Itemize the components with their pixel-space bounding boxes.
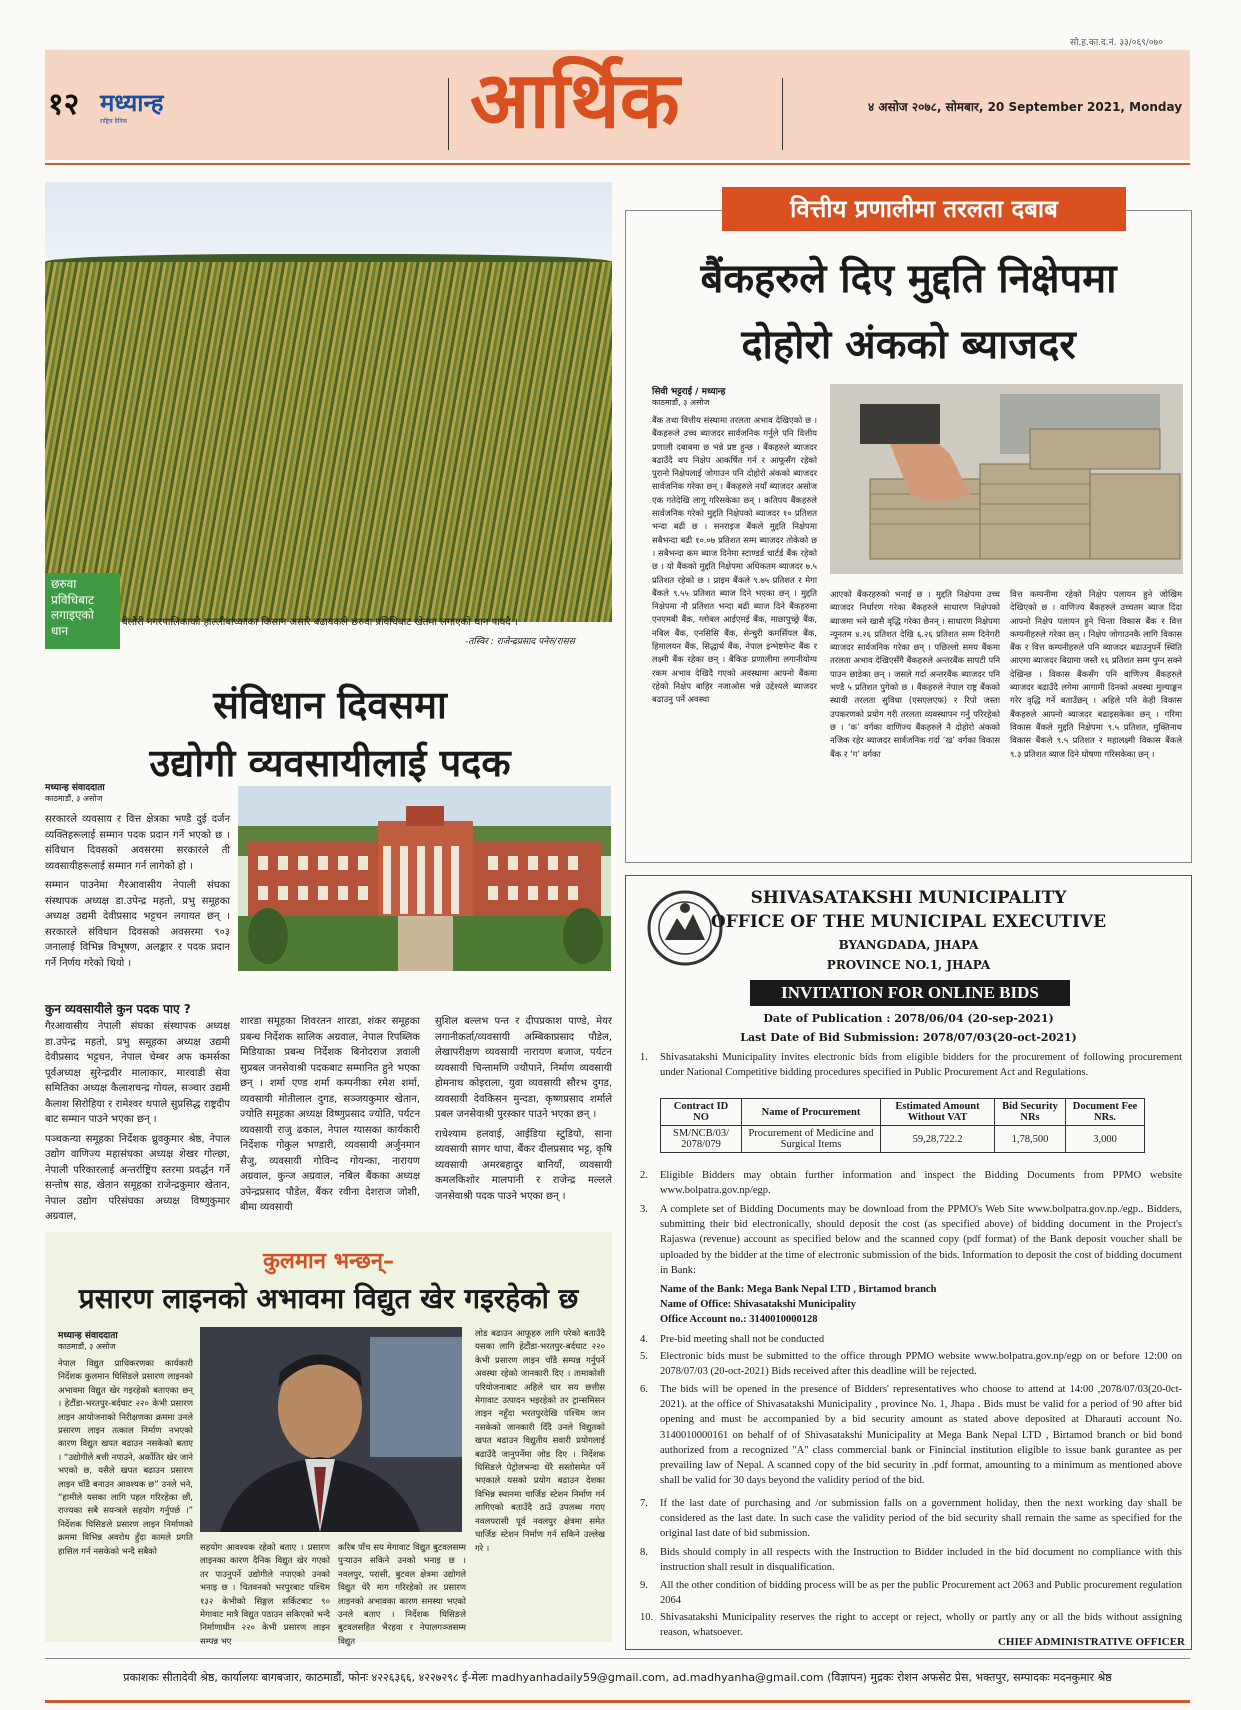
story-headline: प्रसारण लाइनको अभावमा विद्युत खेर गइरहेको छ <box>78 1282 579 1315</box>
table-header: Bid Security NRs <box>995 1099 1066 1126</box>
paragraph: राधेश्याम हलवाई, आईडिया स्टुडियो, साना व्यवसायी सागर थापा, बैंकर दीलप्रसाद भट्ट, कृषि व्यवसायी अमरबहादुर बानियाँ, व्यवसायी कमलकिशोर मालपानी र राजेन्द्र मल्लले जनसेवाश्री पदक पाउने भएका छन् । <box>435 1128 612 1202</box>
table-header: Document Fee NRs. <box>1066 1099 1145 1126</box>
item-text: Bids should comply in all respects with the Instruction to Bidder included in the bid document no compliance with this instruction shall result in disqualification. <box>660 1547 1182 1574</box>
headline-line: उद्योगी व्यवसायीलाई पदक <box>149 741 511 785</box>
item-number: 1. <box>640 1052 648 1063</box>
banknotes-illustration <box>830 384 1183 574</box>
masthead-divider <box>782 78 783 150</box>
item-number: 8. <box>640 1547 648 1558</box>
dateline: काठमाडौं, ३ असोज <box>652 398 710 407</box>
office-account: Office Account no.: 3140010000128 <box>660 1314 818 1326</box>
paragraph: आएको बैंकरहरुको भनाई छ । मुद्दति निक्षेपमा उच्च ब्याजदर निर्धारण गरेका बैंकहरुले साधारण निक्षेपको ब्याजमा भने खासै वृद्धि गरेका छैनन् । साधारण निक्षेपमा न्यूनतम ४.२६ प्रतिशत देखि ६.२६ प्रतिशत सम्म दिनेगरी ब्याजदर सार्वजनिक गरेका छन् । पछिल्लो समय बैंकमा तरलता अभाव देखिएसँगै बैंकहरुले अन्तरबैंक सापटी पनि पाउन छाडेका छन् । जसले गर्दा अन्तरबैंक ब्याजदर पनि भण्डै ५ प्रतिशत पुगेको छ । बैंकहरुले नेपाल राष्ट्र बैंकको स्थायी तरलता सुविधा (एसएलएफ) र रिपो जस्ता उपकरणको प्रयोग गरी तरलता व्यवस्थापन गर्नु परिरहेको छ । ‘क’ वर्गका वाणिज्य बैंकहरुले नै दोहोरो अंकको नजिक रहेर ब्याजदर सार्वजनिक गर्दा ‘ख’ वर्गका विकास बैंक र ‘ग’ वर्गका <box>830 589 1000 759</box>
paragraph: वित्त कम्पनीमा रहेको निक्षेप पलायन हुने जोखिम देखिएको छ । वाणिज्य बैंकहरुले उच्चतम ब्याज दिंदा आफ्नो निक्षेप पलायन हुने चिन्ता विकास बैंक र वित्त कम्पनीहरुले गरेका छन् । निक्षेप जोगाउनकै लागि विकास बैंक र वित्त कम्पनीहरुले पनि ब्याजदर बढाउनुपर्ने स्थिति आएमा ब्याजदर बिग्रामा जस्तै १६ प्रतिशत सम्म पुग्न सक्ने देखिन्छ । विकास बैंकसँग पनि वाणिज्य बैंकहरुले ब्याजदर बढाउँदै लगेमा आगामी दिनको अवस्था मुल्याङ्कन गरेर वृद्धि गर्ने बताउँछन् । अहिले पनि केही विकास बैंकहरुले आफ्नो ब्याजदर बढाइसकेका छन् । गरिमा विकास बैंकले मुद्दति निक्षेपमा ९.५ प्रतिशत, मुक्तिनाथ विकास बैंकले ९.५ प्रतिशत र महालक्ष्मी विकास बैंकले ९.३ प्रतिशत ब्याज दिने घोषणा गरिसकेका छन् । <box>1010 589 1182 759</box>
bids-table <box>660 1098 1145 1153</box>
notice-item <box>640 1332 1185 1347</box>
address-line: BYANGDADA, JHAPA <box>838 938 979 952</box>
article-column <box>45 780 230 971</box>
photo-rice-plants <box>45 262 612 622</box>
table-cell: 1,78,500 <box>995 1126 1066 1153</box>
signoff: CHIEF ADMINISTRATIVE OFFICER <box>997 1636 1185 1648</box>
notice-item <box>640 1578 1185 1608</box>
bottom-rule <box>45 1700 1190 1703</box>
office-name-line: Name of Office: Shivasatakshi Municipality <box>660 1299 856 1311</box>
table-header: Name of Procurement <box>742 1099 881 1126</box>
paragraph: नेपाल विद्युत प्राधिकरणका कार्यकारी निर्देशक कुलमान घिसिङले प्रसारण लाइनको अभावमा विद्युत खेर गइरहेको बताएका छन् । हेटौंडा-भरतपुर-बर्दघाट २२० केभी प्रसारण लाइन आयोजनाको निरीक्षणका क्रममा उनले प्रसारण लाइन तत्काल निर्माण नभएको कारण विद्युत खपत बढाउन नसकेको बताए । “उद्योगीले बत्ती नपाउने, अर्कोतिर खेर जाने भएको छ, यसैले खपत बढाउन प्रसारण लाइन चाँडै बनाउन आवश्यक छ” उनले भने, “हामीले यसका लागि पहल गरिरहेका छौं, राज्यका सबै सयन्त्रले सहयोग गर्नुपर्छ ।” निर्देशक घिसिङले प्रसारण लाइन निर्माणको क्रममा विभिन्न अवरोध हुँदा कामले प्रगति हासिल गर्न नसकेको भन्दै सबैको <box>58 1359 193 1557</box>
headline-line: बैंकहरुले दिए मुद्दति निक्षेपमा <box>700 256 1117 302</box>
item-number: 5. <box>640 1351 648 1362</box>
footer-rule <box>45 1658 1190 1659</box>
masthead-divider <box>448 78 449 150</box>
article-column <box>1010 588 1182 761</box>
issue-date: ४ असोज २०७८, सोमबार, 20 September 2021, Monday <box>868 100 1183 114</box>
imprint-footer: प्रकाशकः सीतादेवी श्रेष्ठ, कार्यालयः बागबजार, काठमाडौं, फोनः ४२२६३६६, ४२२७२९८ ई-मेलः madhyanhadaily59@gmail.com, ad.madhyanha@gmail.com (विज्ञापन) मुद्रकः रोशन अफसेट प्रेस, भक्तपुर, सम्पादकः मदनकुमार श्रेष्ठ <box>123 1671 1112 1684</box>
notice-item <box>640 1382 1185 1488</box>
notice-item <box>640 1545 1185 1575</box>
article-column <box>475 1328 605 1556</box>
item-text: The bids will be opened in the presence of Bidders' representatives who choose to attend at 14:00 ,2078/07/03(20-0ct-2021). at the office of Shivasatakshi Municipality , province No. 1, Jhapa . Bids must be valid for a period of 90 after bid opening and must be accompanied by a bid security amount as stated above deposited at Dharauti account No. 3140010000161 on behalf of of Shivasatakshi Municipality at Mega Bank Nepal LTD , Birtamod branch or bid bond authorized from a recognized "A" class commercial bank or Finincial institution eligible to issue bank gurantee as per prevailing law of Nepal. A scanned copy of the bid security in .pdf format, amounting to a minimum as mentioned above shall be valid for 30 days beyond the validity period of the bid. <box>660 1384 1182 1487</box>
story-headline <box>625 246 1192 378</box>
byline: मध्यान्ह संवाददाता <box>58 1331 118 1341</box>
page-number: १२ <box>48 87 80 122</box>
newspaper-logo-tagline: राष्ट्रिय दैनिक <box>100 118 128 125</box>
notice-item <box>640 1202 1185 1278</box>
paragraph: सरकारले व्यवसाय र वित्त क्षेत्रका भण्डै दुई दर्जन व्यक्तिहरूलाई सम्मान पदक प्रदान गर्ने भएको छ । संविधान दिवसको अवसरमा सरकारले ती व्यवसायीहरूलाई सम्मान गर्न लागेको हो । <box>45 814 230 872</box>
table-row <box>661 1126 1145 1153</box>
headline-line: संविधान दिवसमा <box>213 683 447 727</box>
dateline: काठमाडौं, ३ असोज <box>45 794 103 803</box>
notice-banner: INVITATION FOR ONLINE BIDS <box>750 980 1070 1006</box>
item-text: Pre-bid meeting shall not be conducted <box>660 1334 825 1345</box>
item-number: 6. <box>640 1384 648 1395</box>
building-illustration <box>238 786 611 971</box>
table-cell: 3,000 <box>1066 1126 1145 1153</box>
item-text: Shivasatakshi Municipality invites electronic bids from eligible bidders for the procurement of following procurement under National Competitive bidding procedures specified in Public Procurement Act and Regulations. <box>660 1052 1182 1079</box>
office-name: OFFICE OF THE MUNICIPAL EXECUTIVE <box>710 912 1107 932</box>
table-cell: SM/NCB/03/ 2078/079 <box>661 1126 742 1153</box>
notice-item <box>640 1496 1185 1542</box>
article-column <box>435 1014 612 1204</box>
item-number: 4. <box>640 1334 648 1345</box>
item-text: If the last date of purchasing and /or submission falls on a government holiday, then the next working day shall be considered as the last date. In such case the validity period of the bid security shall remain the same as specified for the original last date of bid submission. <box>660 1498 1182 1540</box>
cash-photo <box>830 384 1183 574</box>
paragraph: गैरआवासीय नेपाली संघका संस्थापक अध्यक्ष डा.उपेन्द्र महतो, प्रभु समूहका अध्यक्ष उद्यमी देवीप्रसाद भट्टचन, नेपाल चेम्बर अफ कमर्सका पूर्वअध्यक्ष सुरेन्द्रवीर मालाकार, मारवाडी सेवा समितिका अध्यक्ष कैलाशचन्द्र गोयल, सञ्चार उद्यमी कैलाश सिरोहिया र रामेश्वर थपाले सुप्रसिद्ध राष्ट्रदीप बाट सम्मान पाउने भएका छन् । <box>45 1021 230 1125</box>
table-cell: Procurement of Medicine and Surgical Items <box>742 1126 881 1153</box>
paragraph: करिब पाँच सय मेगावाट विद्युत बुटवलसम्म पुऱ्याउन सकिने उनको भनाइ छ । नवलपुर, परासी, बुटवल क्षेत्रमा उद्योगले विद्युत धेरै माग गरिरहेको तर प्रसारण लाइनको अभावका कारण समस्या भएको उनले बताए । निर्देशक घिसिङले बुटवलसहित भैरहवा र नेपालगञ्जसम्म विद्युत <box>338 1543 466 1647</box>
article-column <box>830 588 1000 761</box>
item-text: Electronic bids must be submitted to the office through PPMO website www.bolpatra.gov.np/egp on or before 12:00 on 2078/07/03 (20-oct-2021) Bids received after this deadline will be rejected. <box>660 1351 1182 1378</box>
item-number: 3. <box>640 1204 648 1215</box>
byline: मध्यान्ह संवाददाता <box>45 783 105 793</box>
notice-item <box>640 1168 1185 1198</box>
photo-credit: -तस्विर : राजेन्द्रप्रसाद पनेरु/रासस <box>465 637 575 647</box>
portrait-photo <box>200 1327 462 1532</box>
table-cell: 59,28,722.2 <box>881 1126 995 1153</box>
item-number: 10. <box>640 1612 654 1623</box>
notice-item <box>640 1050 1185 1080</box>
byline: सिवी भट्टराई / मध्यान्ह <box>652 387 726 397</box>
item-number: 7. <box>640 1498 648 1509</box>
article-headline <box>45 676 615 792</box>
article-column <box>200 1542 330 1649</box>
item-number: 2. <box>640 1170 648 1181</box>
municipality-name: SHIVASATAKSHI MUNICIPALITY <box>750 888 1067 908</box>
paragraph: पञ्चकन्या समूहका निर्देशक ध्रुवकुमार श्रेष्ठ, नेपाल उद्योग वाणिज्य महासंघका अध्यक्ष शेखर गोल्छा, नेपाली परिकारलाई अन्तर्राष्ट्रिय स्तरमा प्रवर्द्धन गर्ने सन्तोष साह, खेतान समूहका राजेन्द्रकुमार खेतान, नेपाल उद्योग परिसंघका अध्यक्ष विष्णुकुमार अग्रवाल, <box>45 1133 230 1222</box>
paragraph: सुशिल बल्लभ पन्त र दीपप्रकाश पाण्डे, मेयर लगानीकर्ता/व्यवसायी अम्बिकाप्रसाद पौडेल, लेखापरीक्षण व्यवसायी नारायण बजाज, पर्यटन व्यवसायी चिन्तामणि ज्यौपाने, निर्माण व्यवसायी होमनाथ कोइराला, युवा व्यवसायी सौरभ दुगड, व्यवसायी देवकिसन मुन्दडा, कृष्णप्रसाद शर्माले प्रबल जनसेवाश्री पुरस्कार पाउने भएका छन् । <box>435 1016 612 1120</box>
paragraph: बैंक तथा वित्तीय संस्थामा तरलता अभाव देखिएको छ । बैंकहरूले उच्च ब्याजदर सार्वजनिक गर्नुले पनि वित्तीय प्रणाली दबाबमा छ भन्ने प्रष्ट हुन्छ । बैंकहरुले ब्याजदर बढाउँदै थप निक्षेप आकर्षित गर्न र आफूसँग रहेको पुरानो निक्षेपलाई जोगाउन पनि दोहोरो अंकको ब्याजदर सार्वजनिक गरेका छन् । बैंकहरुले नयाँ ब्याजदर असोज एक गतेदेखि लागू गरिसकेका छन् । कतिपय बैंकहरुले सार्वजनिक गरेको मुद्दति निक्षेपको ब्याजदर १० प्रतिशत भन्दा बढी छ । सनराइज बैंकले मुद्दति निक्षेपमा सबैभन्दा बढी १०.०७ प्रतिशत सम्म ब्याजदर तोकेको छ । सबैभन्दा कम ब्याज दिनेमा स्टाण्डर्ड चार्टर्ड बैंक रहेको छ । यो बैंकको मुद्दति निक्षेपमा अधिकतम ब्याजदर ७.५ प्रतिशत रहेको छ । प्राइम बैंकले ९.७५ प्रतिशत र मेगा बैंकले ९.५५ प्रतिशत ब्याज दिने भएका छन् । मुद्दति निक्षेपमा नौ प्रतिशत भन्दा बढी ब्याज दिने बैंकहरुमा एनएमबी बैंक, ग्लोबल आईएमई बैंक, माछापुच्छ्रे बैंक, नबिल बैंक, एनसिसि बैंक, सेन्चुरी कमर्सियल बैंक, हिमालयन बैंक, सिद्धार्थ बैंक, नेपाल इन्भेष्टमेन्ट बैंक र लक्ष्मी बैंक रहेका छन् । बैकिङ प्रणालीमा लगानीयोग्य रकम अभाव देखिदै गएको अवस्थामा आफ्नो बैंकमा रहेको निक्षेप बाहिर नजाओस भन्ने उद्देश्यले ब्याजदर बढाउनु पर्ने अवस्था <box>652 415 817 705</box>
bids-table-wrap <box>660 1098 1145 1153</box>
article-column <box>240 1014 420 1216</box>
paragraph: सहयोग आवश्यक रहेको बताए । प्रसारण लाइनका कारण दैनिक विद्युत खेर गएको तर पाउनुपर्ने उद्योगीले नपाएको उनको भनाइ छ । चितवनको भरपुरबाट पश्चिम १३२ केभीको सिङ्गल सर्किटबाट ९० मेगावाट मात्रै विद्युत पठाउन सकिएको भन्दै निर्माणाधीन २२० केभी प्रसारण लाइन सम्पन्न भए <box>200 1543 330 1647</box>
paragraph: लोड बढाउन आफूहरु लागि परेको बताउँदै यसका लागि हेटौंडा-भरतपुर-बर्दघाट २२० केभी प्रसारण लाइन चाँडै सम्पन्न गर्नुपर्ने अवस्था रहेको जानकारी दिए । तामाकोशी परियोजनाबाट अहिले चार सय छत्तीस मेगावाट उत्पादन भइरहेको तर ट्रान्समिसन लाइन नहुँदा भरतपुरदेखि पश्चिम जान नसकेको जानकारी दिँदै उनले विद्युतको खपत बढाउन विद्युतीय सवारी प्रयोगलाई बढाउँदै जानुपर्नेमा जोड दिए । निर्देशक घिसिङले पेट्रोलभन्दा धेरै सस्तोसमेत पर्ने भएकाले यसको प्रयोग बढाउन देशका विभिन्न स्थानमा चार्जिङ स्टेशन निर्माण गर्न लागिएको बताउँदै ठाउँ उपलब्ध गराए नवलपरासी पूर्व नवलपुर क्षेत्रमा समेत चार्जिङ स्टेशन निर्माण गर्न सकिने उल्लेख गरे । <box>475 1329 605 1554</box>
registration-number: सो.ह.का.द.नं. ३३/०६९/०७० <box>1070 38 1163 48</box>
section-title: आर्थिक <box>470 56 680 146</box>
bank-name: Name of the Bank: Mega Bank Nepal LTD , Birtamod branch <box>660 1284 937 1295</box>
story-kicker: वित्तीय प्रणालीमा तरलता दबाब <box>722 187 1126 231</box>
submission-deadline: Last Date of Bid Submission: 2078/07/03(20-oct-2021) <box>740 1031 1077 1044</box>
item-text: Shivasatakshi Municipality reserves the right to accept or reject, wholly or partly any or all the bids without assigning reason, whatsoever. <box>660 1612 1182 1639</box>
paragraph: शारडा समूहका शिवरतन शारडा, शंकर समूहका प्रबन्ध निर्देशक सालिक अग्रवाल, नेपाल रिपब्लिक मिडियाका प्रबन्ध निर्देशक बिनोदराज ज्ञवाली सुप्रबल जनसेवाश्री पदकबाट सम्मानित हुने भएका छन् । शर्मा एण्ड शर्मा कम्पनीका रमेश शर्मा, व्यवसायी मोतीलाल दुगड, सञ्जयकुमार खेतान, ज्योति समूहका अध्यक्ष विष्णुप्रसाद ज्योति, पर्यटन व्यवसायी राजु ढकाल, नेपाल ग्यासका कार्यकारी निर्देशक गोकुल भण्डारी, व्यवसायी अर्जुनमान सैजु, व्यवसायी गोविन्द गोयन्का, नारायण अग्रवाल, कुन्ज अग्रवाल, नबिल बैंकका अध्यक्ष उपेन्द्रप्रसाद पौडेल, बैंकर रवीना देशराज जोशी, बीमा व्यवसायी <box>240 1016 420 1213</box>
subheading: कुन व्यवसायीले कुन पदक पाए ? <box>45 1002 191 1016</box>
article-column <box>652 384 817 707</box>
table-header: Contract ID NO <box>661 1099 742 1126</box>
item-text: Eligible Bidders may obtain further information and inspect the Bidding Documents from PPMO website www.bolpatra.gov.np/egp. <box>660 1170 1182 1197</box>
item-text: All the other condition of bidding process will be as per the public Procurement act 2063 and Public procurement regulation 2064 <box>660 1580 1182 1607</box>
table-header: Estimated Amount Without VAT <box>881 1099 995 1126</box>
photo-tag: छरुवा प्रविधिबाट लगाइएको धान <box>45 573 120 649</box>
photo-caption: बेलौरी नगरपालिकाको हाल्लीबांध्काका किसान असारे बढायकले छरुवा प्रविधिबाट खेतमा लगाएको धान पाक्दै । <box>122 617 518 628</box>
paragraph: सम्मान पाउनेमा गैरआवासीय नेपाली संघका संस्थापक अध्यक्ष डा.उपेन्द्र महतो, प्रभु समूहका अध्यक्ष उद्यमी देवीप्रसाद भट्टचन लगायत छन् । सरकारले संविधान दिवसको अवसरमा ९०३ जनालाई विभिन्न विभूषण, अलङ्कार र पदक प्रदान गर्ने निर्णय गरेको थियो । <box>45 880 230 969</box>
notice-item <box>640 1349 1185 1379</box>
building-photo <box>238 786 611 971</box>
person-illustration <box>200 1327 462 1532</box>
item-text: A complete set of Bidding Documents may be download from the PPMO's Web Site www.bolpatra.gov.np./egp.. Bidders, submitting their bid electronically, should deposit the cost (as specified above) of bidding document in the Project's Rajaswa (revenue) account as specified below and the scanned copy (pdf format) of the Bank deposit voucher shall be uploaded by the bidder at the time of electronic submission of the bids. Information to deposit the cost of bidding document in Bank: <box>660 1204 1182 1276</box>
dateline: काठमाडौं, ३ असोज <box>58 1342 116 1351</box>
bank-details <box>660 1282 1205 1328</box>
newspaper-logo: मध्यान्ह <box>100 89 164 117</box>
article-column <box>45 1000 230 1225</box>
article-column <box>338 1542 466 1649</box>
headline-line: दोहोरो अंकको ब्याजदर <box>741 322 1076 368</box>
rice-field-photo <box>45 182 612 622</box>
story-kicker: कुलमान भन्छन्– <box>263 1249 394 1274</box>
item-number: 9. <box>640 1580 648 1591</box>
address-line: PROVINCE NO.1, JHAPA <box>826 958 991 972</box>
publication-date: Date of Publication : 2078/06/04 (20-sep-2021) <box>763 1012 1054 1025</box>
article-column <box>58 1328 193 1559</box>
top-rule <box>45 163 1190 165</box>
